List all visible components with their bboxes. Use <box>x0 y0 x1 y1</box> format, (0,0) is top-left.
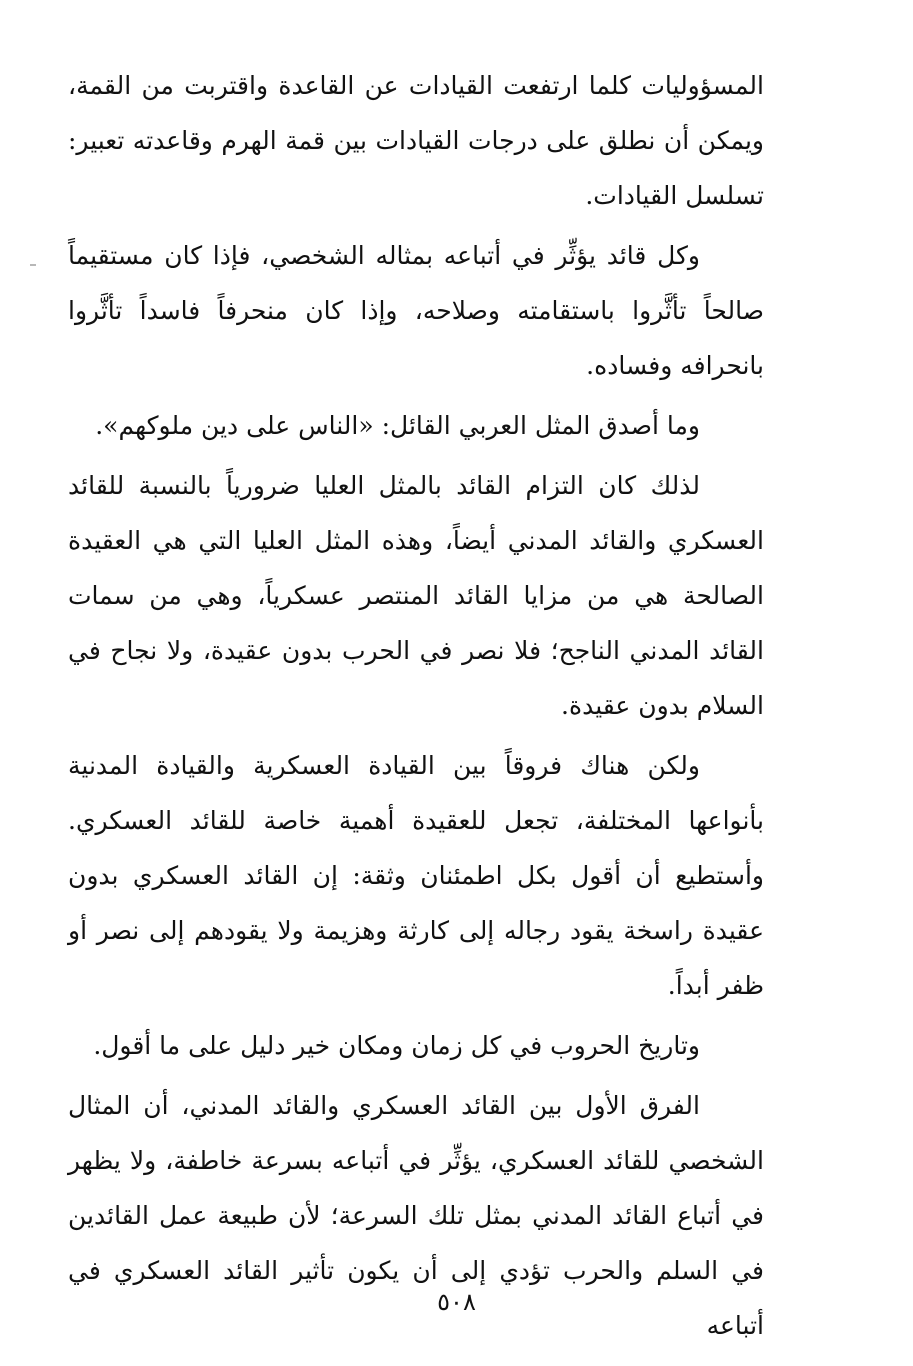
paragraph: لذلك كان التزام القائد بالمثل العليا ضرورياً بالنسبة للقائد العسكري والقائد المدني أيضاً، وهذه المثل العليا التي هي العقيدة الصالحة هي من مزايا القائد المنتصر عسكرياً، وهي من سمات القائد المدني الناجح؛ فلا نصر في الحرب بدون عقيدة، ولا نجاح في السلام بدون عقيدة. <box>68 471 764 720</box>
paragraph-proverb: وما أصدق المثل العربي القائل: «الناس على دين ملوكهم». <box>95 411 700 440</box>
paragraph: وتاريخ الحروب في كل زمان ومكان خير دليل على ما أقول. <box>93 1031 700 1060</box>
page-body <box>68 58 764 1358</box>
margin-mark <box>30 264 36 266</box>
paragraph: ولكن هناك فروقاً بين القيادة العسكرية والقيادة المدنية بأنواعها المختلفة، تجعل للعقيدة أهمية خاصة للقائد العسكري. وأستطيع أن أقول بكل اطمئنان وثقة: إن القائد العسكري بدون عقيدة راسخة يقود رجاله إلى كارثة وهزيمة ولا يقودهم إلى نصر أو ظفر أبداً. <box>68 751 764 1000</box>
page-number: ٥٠٨ <box>437 1288 476 1316</box>
paragraph: وكل قائد يؤثِّر في أتباعه بمثاله الشخصي، فإذا كان مستقيماً صالحاً تأثَّروا باستقامته وصلاحه، وإذا كان منحرفاً فاسداً تأثَّروا بانحرافه وفساده. <box>68 241 764 380</box>
paragraph-continued: المسؤوليات كلما ارتفعت القيادات عن القاعدة واقتربت من القمة، ويمكن أن نطلق على درجات القيادات بين قمة الهرم وقاعدته تعبير: تسلسل القيادات. <box>68 71 764 210</box>
paragraph: الفرق الأول بين القائد العسكري والقائد المدني، أن المثال الشخصي للقائد العسكري، يؤثِّر في أتباعه بسرعة خاطفة، ولا يظهر في أتباع القائد المدني بمثل تلك السرعة؛ لأن طبيعة عمل القائدين في السلم والحرب تؤدي إلى أن يكون تأثير القائد العسكري في أتباعه <box>68 1091 764 1340</box>
